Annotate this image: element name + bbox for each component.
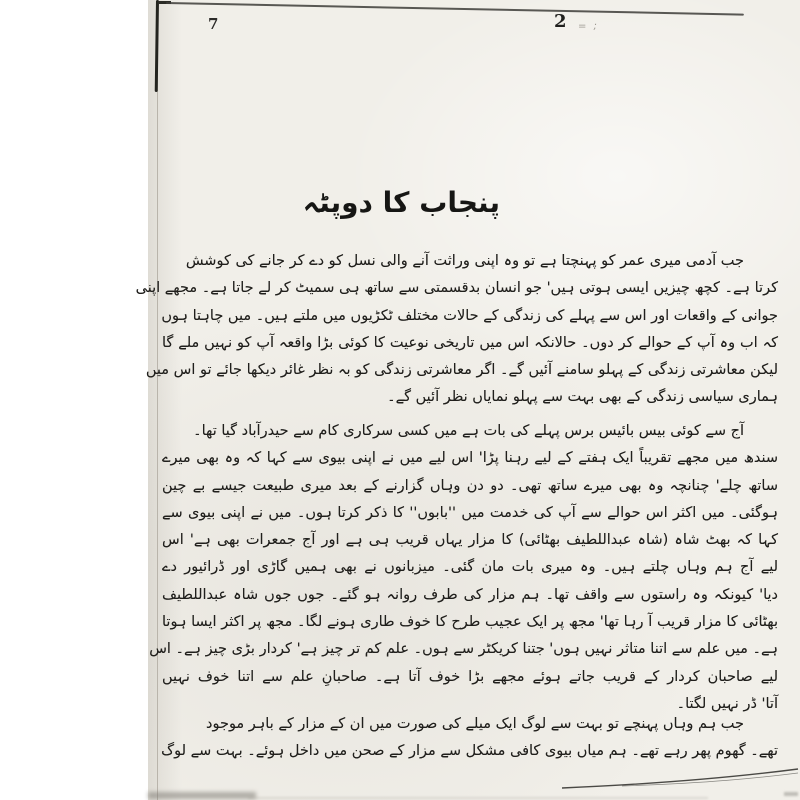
text-line: کہ اب وہ آپ کے حوالے کر دوں۔ حالانکہ اس میں تاریخی نوعیت کا کوئی بڑا واقعہ آپ کو نہیں ملے گا [162, 334, 778, 351]
text-line: ہماری سیاسی زندگی کے بھی بہت سے پہلو نمایاں نظر آئیں گے۔ [387, 389, 778, 406]
paragraph-2 [149, 418, 778, 718]
text-line: جوانی کے واقعات اور اس سے پہلے کی زندگی کے حالات مختلف ٹکڑیوں میں ملتے ہیں۔ میں چاہتا ہوں [161, 307, 778, 324]
text-line: بھٹائی کا مزار قریب آ رہا تھا' مجھ پر ایک عجیب طرح کا خوف طاری ہونے لگا۔ مجھ پر اکثر ایسا ہوتا [162, 614, 778, 631]
page-number-right: 2 [554, 11, 567, 32]
page-edge-top [166, 2, 744, 16]
chapter-title: پنجاب کا دوپٹہ [302, 186, 500, 219]
text-line: سندھ میں مجھے تقریباً ایک ہفتے کے لیے رہنا پڑا' اس لیے میں نے اپنی بیوی سے کہا کہ وہ بھی میرے [162, 450, 778, 467]
text-line: کرتا ہے۔ کچھ چیزیں ایسی ہوتی ہیں' جو انسان بدقسمتی سے ساتھ ہی سمیٹ کر لے جاتا ہے۔ مجھے اپنی [135, 280, 778, 297]
text-line: لیے آج ہم وہاں چلتے ہیں۔ وہ میری بات مان گئی۔ میزبانوں نے بھی ہمیں گاڑی اور ڈرائیور دے [162, 559, 778, 576]
scan-speck-bottom-right [784, 792, 798, 796]
text-line: کہا کہ بھٹ شاہ (شاہ عبداللطیف بھٹائی) کا مزار یہاں قریب ہی ہے اور آج جمعرات بھی ہے' اس [162, 532, 778, 549]
text-line: جب آدمی میری عمر کو پہنچتا ہے تو وہ اپنی وراثت آنے والی نسل کو دے کر جانے کی کوشش [185, 253, 744, 269]
text-line: لیکن معاشرتی زندگی کے پہلو سامنے آئیں گے۔ اگر معاشرتی زندگی کو بہ نظر غائر دیکھا جائے تو اس میں [145, 362, 778, 379]
text-line: لیے صاحبان کردار کے قریب جاتے ہوئے مجھے بڑا خوف آتا ہے۔ صاحبانِ علم سے اتنا خوف نہیں [162, 668, 778, 685]
scanned-page [135, 0, 800, 800]
scan-smudge-bottom [248, 797, 708, 799]
text-line: ساتھ چلے' چنانچہ وہ بھی میرے ساتھ تھی۔ دو دن وہاں گزارنے کے بعد میری طبیعت جیسے بے چین [162, 477, 778, 494]
page-edge-left [157, 0, 158, 800]
text-line: دیا' کیونکہ وہ راستوں سے واقف تھا۔ ہم مزار کی طرف روانہ ہو گئے۔ جوں جوں شاہ عبداللطیف [162, 586, 778, 603]
page-number-left: 7 [208, 15, 219, 33]
text-line: تھے۔ گھوم پھر رہے تھے۔ ہم میاں بیوی کافی مشکل سے مزار کے صحن میں داخل ہوئے۔ بہت سے لوگ [161, 743, 778, 760]
page-curl-bottom [560, 760, 800, 800]
text-line: آج سے کوئی بیس بائیس برس پہلے کی بات ہے میں کسی سرکاری کام سے حیدرآباد گیا تھا۔ [193, 423, 744, 439]
paragraph-3 [162, 711, 778, 766]
text-line: آتا' ڈر نہیں لگتا۔ [676, 695, 778, 712]
page-binding-shadow [155, 0, 159, 92]
text-line: جب ہم وہاں پہنچے تو بہت سے لوگ ایک میلے کی صورت میں ان کے مزار کے باہر موجود [206, 716, 744, 732]
text-line: ہوگئی۔ میں اکثر اس حوالے سے آپ کی خدمت میں ''بابوں'' کا ذکر کرتا ہوں۔ میں نے اپنی بیوی سے [162, 504, 778, 521]
margin-marks: = ; [578, 21, 599, 32]
paragraph-1 [135, 248, 778, 412]
scan-smudge-bottom-left [148, 792, 256, 799]
text-line: ہے۔ میں علم سے اتنا متاثر نہیں ہوں' جتنا کریکٹر سے ہوں۔ علم کم تر چیز ہے' کردار بڑی چیز ہے۔ اس [149, 641, 778, 658]
